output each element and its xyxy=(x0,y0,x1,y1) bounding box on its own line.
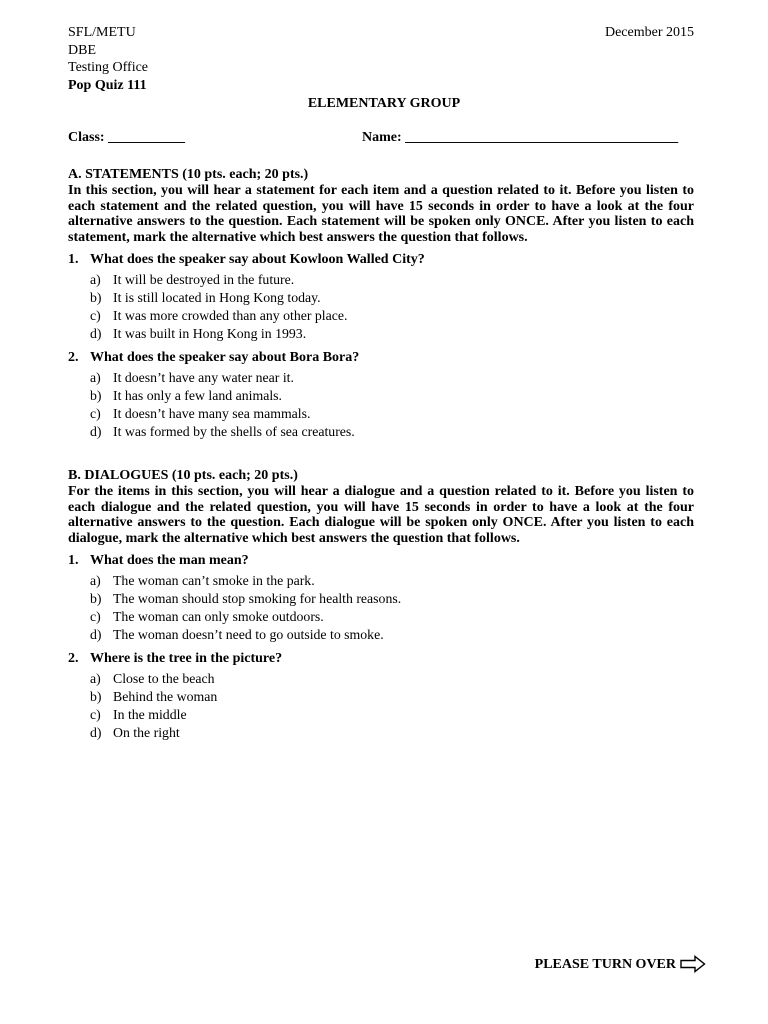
turn-over-note xyxy=(535,955,706,973)
section-b-title: B. DIALOGUES (10 pts. each; 20 pts.) xyxy=(68,468,298,483)
option-text: The woman can only smoke outdoors. xyxy=(113,609,324,624)
name-field[interactable]: Name: _______________________________________ xyxy=(362,130,679,145)
option-b1-d[interactable] xyxy=(90,626,694,644)
header-line-department: DBE xyxy=(68,42,96,58)
group-title: ELEMENTARY GROUP xyxy=(307,96,461,111)
options-b1 xyxy=(90,572,694,644)
option-letter: b) xyxy=(90,290,102,305)
question-text: What does the man mean? xyxy=(90,553,249,568)
right-arrow-icon xyxy=(680,955,706,973)
option-letter: d) xyxy=(90,725,102,740)
section-a-title: A. STATEMENTS (10 pts. each; 20 pts.) xyxy=(68,167,309,182)
option-a1-c[interactable] xyxy=(90,307,694,325)
option-a2-b[interactable] xyxy=(90,387,694,405)
option-letter: a) xyxy=(90,671,101,686)
option-text: It doesn’t have any water near it. xyxy=(113,370,294,385)
header-left xyxy=(68,24,148,94)
option-text: It will be destroyed in the future. xyxy=(113,272,295,287)
quiz-title: Pop Quiz 111 xyxy=(68,77,147,93)
option-letter: a) xyxy=(90,272,101,287)
option-letter: d) xyxy=(90,424,102,439)
option-text: In the middle xyxy=(113,707,187,722)
option-letter: b) xyxy=(90,689,102,704)
option-text: It is still located in Hong Kong today. xyxy=(113,290,321,305)
question-number: 2. xyxy=(68,350,79,365)
option-a2-a[interactable] xyxy=(90,369,694,387)
option-a1-a[interactable] xyxy=(90,271,694,289)
options-b2 xyxy=(90,670,694,742)
question-number: 2. xyxy=(68,651,79,666)
option-letter: c) xyxy=(90,406,101,421)
question-text: What does the speaker say about Kowloon Walled City? xyxy=(90,252,425,267)
option-text: Behind the woman xyxy=(113,689,218,704)
option-b2-d[interactable] xyxy=(90,724,694,742)
option-b1-a[interactable] xyxy=(90,572,694,590)
section-a-instructions: In this section, you will hear a statement for each item and a question related to it. Before you listen to each statement and the related question, you will have 15 seconds in order to have a look at the four alternative answers to the question. Each statement will be spoken only ONCE. After you listen to each statement, mark the alternative which best answers the question that follows. xyxy=(68,183,694,245)
option-b2-c[interactable] xyxy=(90,706,694,724)
option-b2-b[interactable] xyxy=(90,688,694,706)
question-a1 xyxy=(68,251,694,269)
option-b1-b[interactable] xyxy=(90,590,694,608)
option-text: It has only a few land animals. xyxy=(113,388,282,403)
question-number: 1. xyxy=(68,553,79,568)
option-a2-d[interactable] xyxy=(90,423,694,441)
option-letter: a) xyxy=(90,573,101,588)
section-statements xyxy=(68,167,694,441)
option-letter: c) xyxy=(90,308,101,323)
question-a2 xyxy=(68,349,694,367)
option-a2-c[interactable] xyxy=(90,405,694,423)
option-a1-b[interactable] xyxy=(90,289,694,307)
option-letter: a) xyxy=(90,370,101,385)
option-text: It doesn’t have many sea mammals. xyxy=(113,406,311,421)
option-letter: c) xyxy=(90,707,101,722)
option-text: It was built in Hong Kong in 1993. xyxy=(113,326,307,341)
turn-over-label: PLEASE TURN OVER xyxy=(534,956,676,972)
options-a2 xyxy=(90,369,694,441)
header-line-institution: SFL/METU xyxy=(68,25,136,40)
option-a1-d[interactable] xyxy=(90,325,694,343)
option-text: It was more crowded than any other place. xyxy=(113,308,348,323)
option-letter: d) xyxy=(90,326,102,341)
option-text: The woman can’t smoke in the park. xyxy=(113,573,315,588)
class-field[interactable]: Class: ___________ xyxy=(68,130,186,145)
option-text: It was formed by the shells of sea creatures. xyxy=(113,424,355,439)
options-a1 xyxy=(90,271,694,343)
section-b-instructions: For the items in this section, you will hear a dialogue and a question related to it. Before you listen to each dialogue and the related question, you will have 15 seconds in order to have a look at the four alternative answers to the question. Each dialogue will be spoken only ONCE. After you listen to each dialogue, mark the alternative which best answers the question that follows. xyxy=(68,484,694,546)
section-dialogues xyxy=(68,468,694,742)
option-letter: b) xyxy=(90,591,102,606)
option-letter: d) xyxy=(90,627,102,642)
option-text: The woman doesn’t need to go outside to smoke. xyxy=(113,627,384,642)
question-number: 1. xyxy=(68,252,79,267)
option-letter: b) xyxy=(90,388,102,403)
header-line-office: Testing Office xyxy=(68,60,149,75)
option-text: The woman should stop smoking for health reasons. xyxy=(113,591,402,606)
header-date: December 2015 xyxy=(604,25,694,40)
question-text: Where is the tree in the picture? xyxy=(90,651,283,666)
option-text: On the right xyxy=(113,725,180,740)
question-b2 xyxy=(68,650,694,668)
question-text: What does the speaker say about Bora Bora? xyxy=(90,350,360,365)
option-b1-c[interactable] xyxy=(90,608,694,626)
option-b2-a[interactable] xyxy=(90,670,694,688)
option-text: Close to the beach xyxy=(113,671,215,686)
option-letter: c) xyxy=(90,609,101,624)
question-b1 xyxy=(68,552,694,570)
